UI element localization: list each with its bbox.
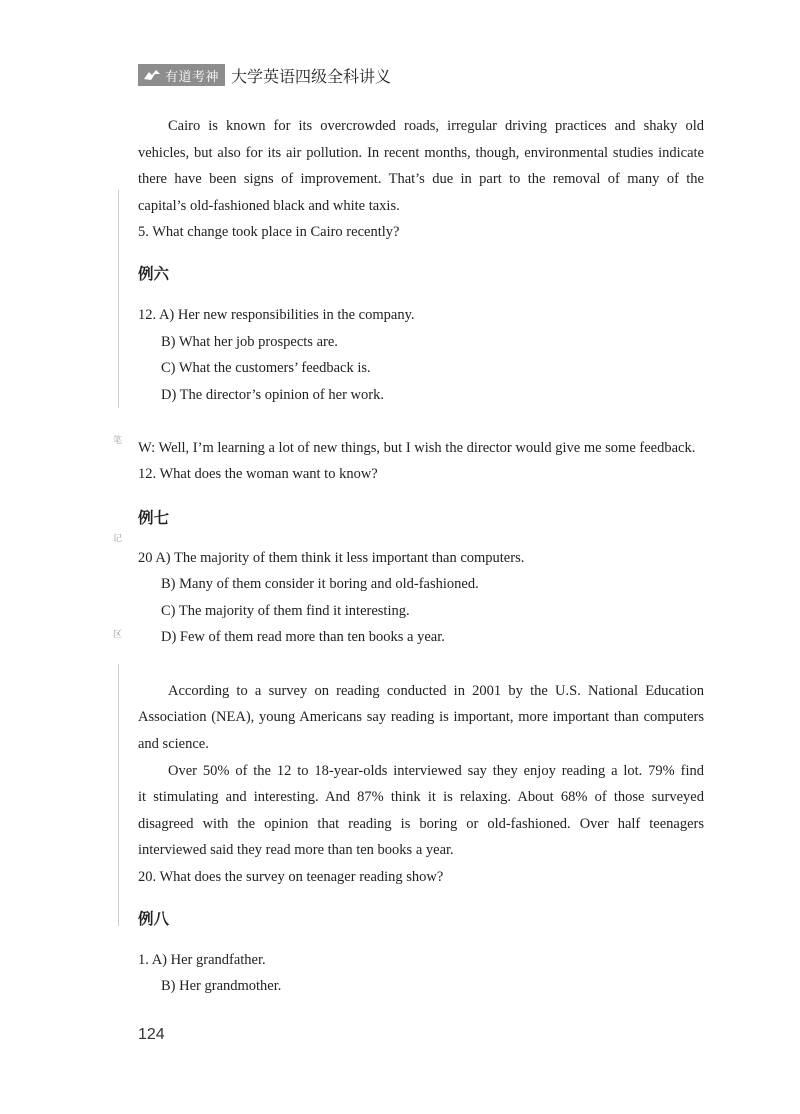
question: 20. What does the survey on teenager reading show? <box>138 869 444 885</box>
option-line: B) Her grandmother. <box>161 978 282 994</box>
passage-line: vehicles, but also for its air pollution. In recent months, though, environmental studies indicate <box>138 145 704 161</box>
option-line: 20 A) The majority of them think it less important than computers. <box>138 550 525 566</box>
option-line: C) The majority of them find it interesting. <box>161 603 410 619</box>
option-line: C) What the customers’ feedback is. <box>161 360 371 376</box>
example-heading: 例七 <box>138 509 170 527</box>
passage-line: capital’s old-fashioned black and white taxis. <box>138 198 400 214</box>
bird-logo-icon <box>143 68 161 82</box>
passage-line: Cairo is known for its overcrowded roads, irregular driving practices and shaky old <box>168 118 704 134</box>
passage-line: interviewed said they read more than ten books a year. <box>138 842 454 858</box>
option-line: 12. A) Her new responsibilities in the company. <box>138 307 415 323</box>
option-line: 1. A) Her grandfather. <box>138 952 266 968</box>
margin-rule-top <box>118 190 119 408</box>
passage-line: there have been signs of improvement. That’s due in part to the removal of many of the <box>138 171 704 187</box>
passage-line: According to a survey on reading conducted in 2001 by the U.S. National Education <box>168 683 704 699</box>
option-line: D) The director’s opinion of her work. <box>161 387 384 403</box>
page-number: 124 <box>138 1026 165 1043</box>
brand-badge <box>138 64 225 86</box>
passage-line: Over 50% of the 12 to 18-year-olds interviewed say they enjoy reading a lot. 79% find <box>168 763 704 779</box>
passage-line: disagreed with the opinion that reading is boring or old-fashioned. Over half teenagers <box>138 816 704 832</box>
question: 12. What does the woman want to know? <box>138 466 378 482</box>
option-line: B) What her job prospects are. <box>161 334 338 350</box>
passage-line: and science. <box>138 736 209 752</box>
dialogue-line: W: Well, I’m learning a lot of new things, but I wish the director would give me some feedback. <box>138 440 696 456</box>
example-heading: 例六 <box>138 265 170 283</box>
example-heading: 例八 <box>138 910 170 928</box>
book-title: 大学英语四级全科讲义 <box>231 66 392 86</box>
page-header <box>138 64 391 86</box>
question: 5. What change took place in Cairo recently? <box>138 224 400 240</box>
brand-name: 有道考神 <box>165 69 220 85</box>
option-line: B) Many of them consider it boring and old-fashioned. <box>161 576 479 592</box>
option-line: D) Few of them read more than ten books a year. <box>161 629 445 645</box>
passage-line: it stimulating and interesting. And 87% think it is relaxing. About 68% of those surveyed <box>138 789 704 805</box>
margin-note-char: 区 <box>113 630 123 640</box>
margin-note-char: 笔 <box>113 436 123 446</box>
margin-note-char: 记 <box>113 534 123 544</box>
margin-rule-bottom <box>118 664 119 926</box>
passage-line: Association (NEA), young Americans say reading is important, more important than computers <box>138 709 704 725</box>
